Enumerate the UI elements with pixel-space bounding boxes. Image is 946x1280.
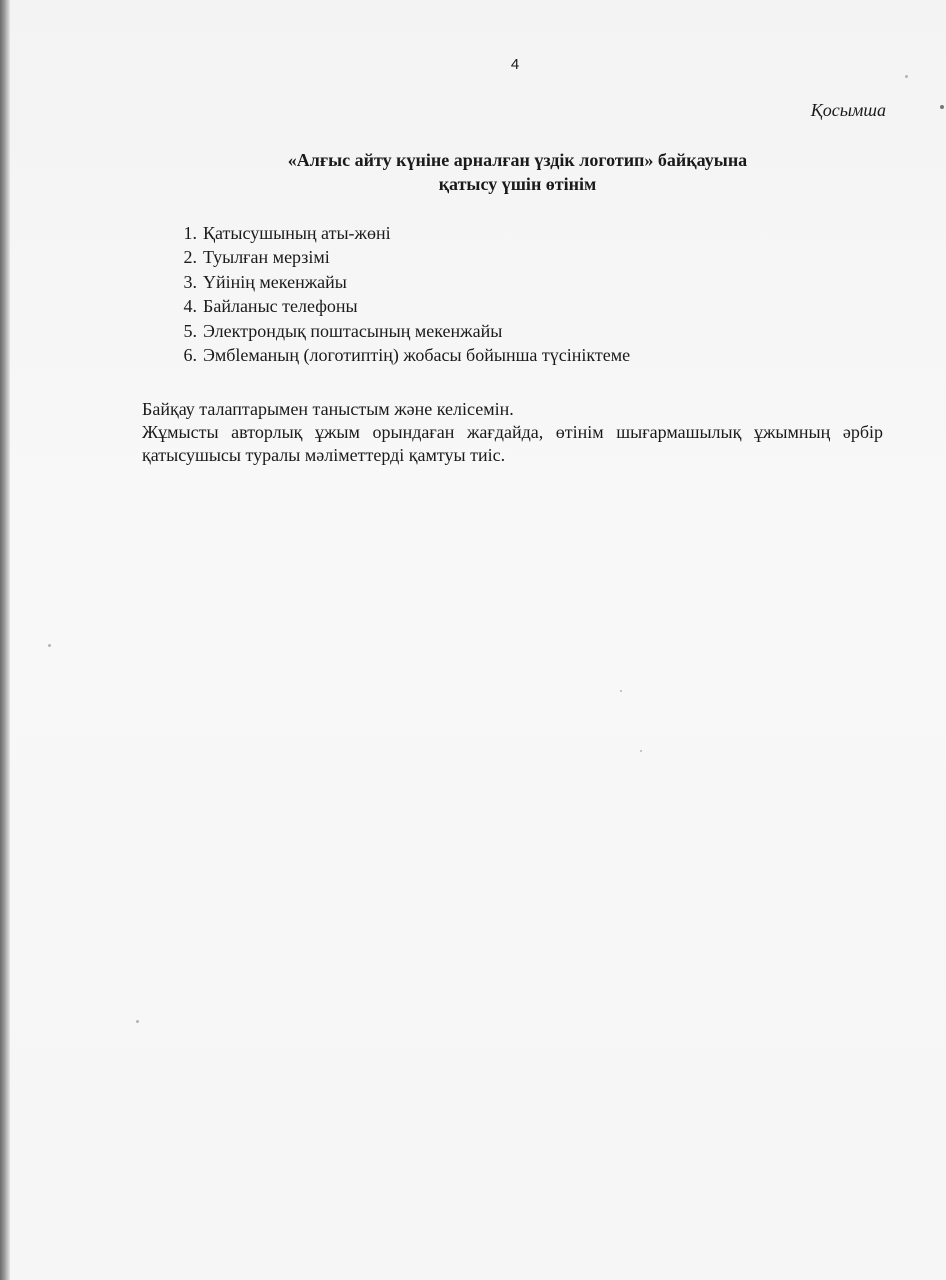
list-item-label: Электрондық поштасының мекенжайы — [203, 320, 503, 341]
scan-speck — [640, 750, 642, 752]
page-number: 4 — [510, 56, 520, 73]
scan-speck — [940, 105, 944, 109]
list-item — [164, 245, 630, 269]
list-item-number: 5. — [183, 320, 197, 341]
list-item-number: 6. — [183, 345, 197, 366]
list-item-label: Туылған мерзімі — [203, 247, 330, 268]
document-title — [0, 148, 946, 196]
list-item — [164, 221, 630, 245]
list-item — [164, 343, 630, 367]
scan-speck — [620, 690, 622, 692]
list-item-number: 2. — [183, 247, 197, 268]
scan-speck — [48, 644, 51, 647]
list-item-label: Қатысушының аты-жөні — [203, 223, 391, 243]
title-line-1: «Алғыс айту күніне арналған үздік логотип» байқауына — [287, 150, 748, 170]
list-item-number: 4. — [183, 296, 197, 317]
application-fields-list — [164, 221, 630, 367]
agreement-statement: Байқау талаптарымен таныстым және келісемін. — [142, 399, 514, 419]
appendix-label: Қосымша — [810, 100, 886, 120]
scan-speck — [136, 1020, 139, 1023]
list-item-number: 1. — [183, 223, 197, 243]
list-item — [164, 319, 630, 343]
list-item-label: Байланыс телефоны — [203, 296, 358, 317]
list-item-label: Эмбleманың (логотиптің) жобасы бойынша түсініктеме — [203, 345, 631, 366]
list-item — [164, 270, 630, 294]
scan-speck — [905, 75, 908, 78]
team-submission-note: Жұмысты авторлық ұжым орындаған жағдайда, өтінім шығармашылық ұжымның әрбір қатысушысы туралы мәліметтерді қамтуы тиіс. — [142, 422, 883, 465]
list-item-label: Үйінің мекенжайы — [203, 271, 347, 292]
title-line-2: қатысу үшін өтінім — [438, 174, 597, 194]
list-item — [164, 294, 630, 318]
list-item-number: 3. — [183, 271, 197, 292]
